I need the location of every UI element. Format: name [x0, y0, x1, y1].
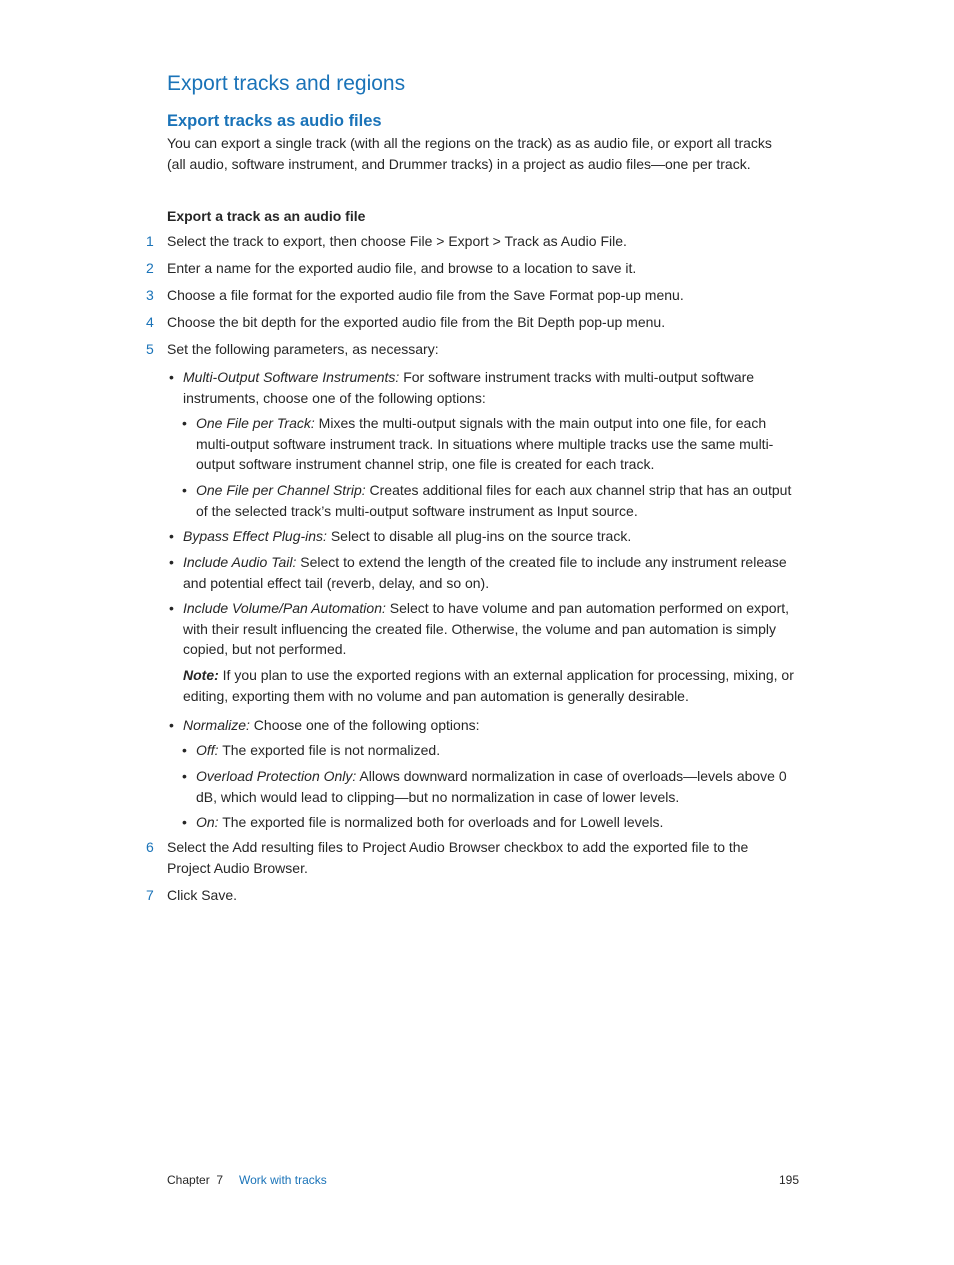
step-text: Choose the bit depth for the exported audio file from the Bit Depth pop-up menu. [167, 314, 666, 330]
note-text: If you plan to use the exported regions with an external application for processing, mixing, or editing, exporting them with no volume and pan automation is generally desirable. [183, 667, 794, 704]
option-text: Mixes the multi-output signals with the main output into one file, for each multi-output software instrument track. In situations where multiple tracks use the same multi-output software instrument channel strip, one file is created for each track. [196, 415, 774, 472]
bullet-mark: • [169, 717, 174, 733]
step-1 [146, 231, 807, 252]
bullet-mark: • [182, 768, 187, 784]
option-text: Allows downward normalization in case of overloads—levels above 0 dB, which would lead to clipping—but no normalization in case of lower levels. [196, 768, 787, 805]
step-number: 3 [146, 287, 154, 303]
step-5 [146, 339, 807, 360]
param-normalize [169, 715, 798, 736]
param-include-audio-tail [169, 552, 798, 593]
param-text: Select to disable all plug-ins on the source track. [326, 528, 632, 544]
bullet-mark: • [182, 482, 187, 498]
step-number: 2 [146, 260, 154, 276]
task-title: Export a track as an audio file [167, 208, 366, 224]
page-title: Export tracks and regions [167, 72, 406, 95]
footer-chapter: Chapter 7 [167, 1173, 224, 1187]
param-term: Include Volume/Pan Automation: [183, 600, 386, 616]
bullet-mark: • [182, 814, 187, 830]
option-term: Overload Protection Only: [196, 768, 357, 784]
option-text: The exported file is not normalized. [218, 742, 441, 758]
option-term: One File per Track: [196, 415, 315, 431]
bullet-mark: • [182, 415, 187, 431]
bullet-mark: • [169, 528, 174, 544]
param-multi-output [169, 367, 798, 408]
param-term: Include Audio Tail: [183, 554, 297, 570]
bullet-mark: • [169, 600, 174, 616]
step-3 [146, 285, 807, 306]
bullet-mark: • [182, 742, 187, 758]
step-number: 6 [146, 839, 154, 855]
option-text: The exported file is normalized both for overloads and for Lowell levels. [218, 814, 664, 830]
bullet-mark: • [169, 369, 174, 385]
option-overload-protection [182, 766, 800, 807]
step-text: Enter a name for the exported audio file, and browse to a location to save it. [167, 260, 637, 276]
step-6 [146, 837, 792, 879]
param-text: Select to extend the length of the created file to include any instrument release and potential effect tail (reverb, delay, and so on). [183, 554, 787, 591]
step-2 [146, 258, 807, 279]
step-number: 4 [146, 314, 154, 330]
param-term: Normalize: [183, 717, 250, 733]
step-text: Click Save. [167, 887, 238, 903]
section-heading: Export tracks as audio files [167, 112, 382, 130]
option-one-file-per-channel-strip [182, 480, 800, 521]
option-text: Creates additional files for each aux channel strip that has an output of the selected track’s multi-output software instrument as Input source. [196, 482, 792, 519]
step-text: Choose a file format for the exported audio file from the Save Format pop-up menu. [167, 287, 684, 303]
step-text: Select the Add resulting files to Project Audio Browser checkbox to add the exported file to the Project Audio Browser. [167, 839, 749, 876]
footer-chapter-title-link[interactable]: Work with tracks [239, 1173, 327, 1187]
step-text: Set the following parameters, as necessary: [167, 341, 439, 357]
step-number: 7 [146, 887, 154, 903]
param-text: For software instrument tracks with multi-output software instruments, choose one of the following options: [183, 369, 755, 406]
param-text: Select to have volume and pan automation performed on export, with their result influencing the created file. Otherwise, the volume and pan automation is simply copied, but not performed. [183, 600, 790, 657]
note-label: Note: [183, 667, 219, 683]
step-number: 1 [146, 233, 154, 249]
option-term: Off: [196, 742, 219, 758]
param-term: Bypass Effect Plug-ins: [183, 528, 327, 544]
note-paragraph [183, 665, 798, 707]
param-term: Multi-Output Software Instruments: [183, 369, 400, 385]
step-7 [146, 885, 807, 906]
step-4 [146, 312, 807, 333]
intro-paragraph: You can export a single track (with all the regions on the track) as as audio file, or export all tracks (all audio, software instrument, and Drummer tracks) in a project as audio files—one per track. [167, 135, 772, 172]
option-on [182, 812, 800, 833]
option-one-file-per-track [182, 413, 800, 475]
bullet-mark: • [169, 554, 174, 570]
footer-page-number: 195 [779, 1173, 800, 1187]
option-off [182, 740, 800, 761]
option-term: One File per Channel Strip: [196, 482, 366, 498]
step-number: 5 [146, 341, 154, 357]
option-term: On: [196, 814, 219, 830]
step-text: Select the track to export, then choose File > Export > Track as Audio File. [167, 233, 627, 249]
param-text: Choose one of the following options: [249, 717, 480, 733]
param-bypass-effect [169, 526, 798, 547]
param-include-volume-pan [169, 598, 798, 660]
